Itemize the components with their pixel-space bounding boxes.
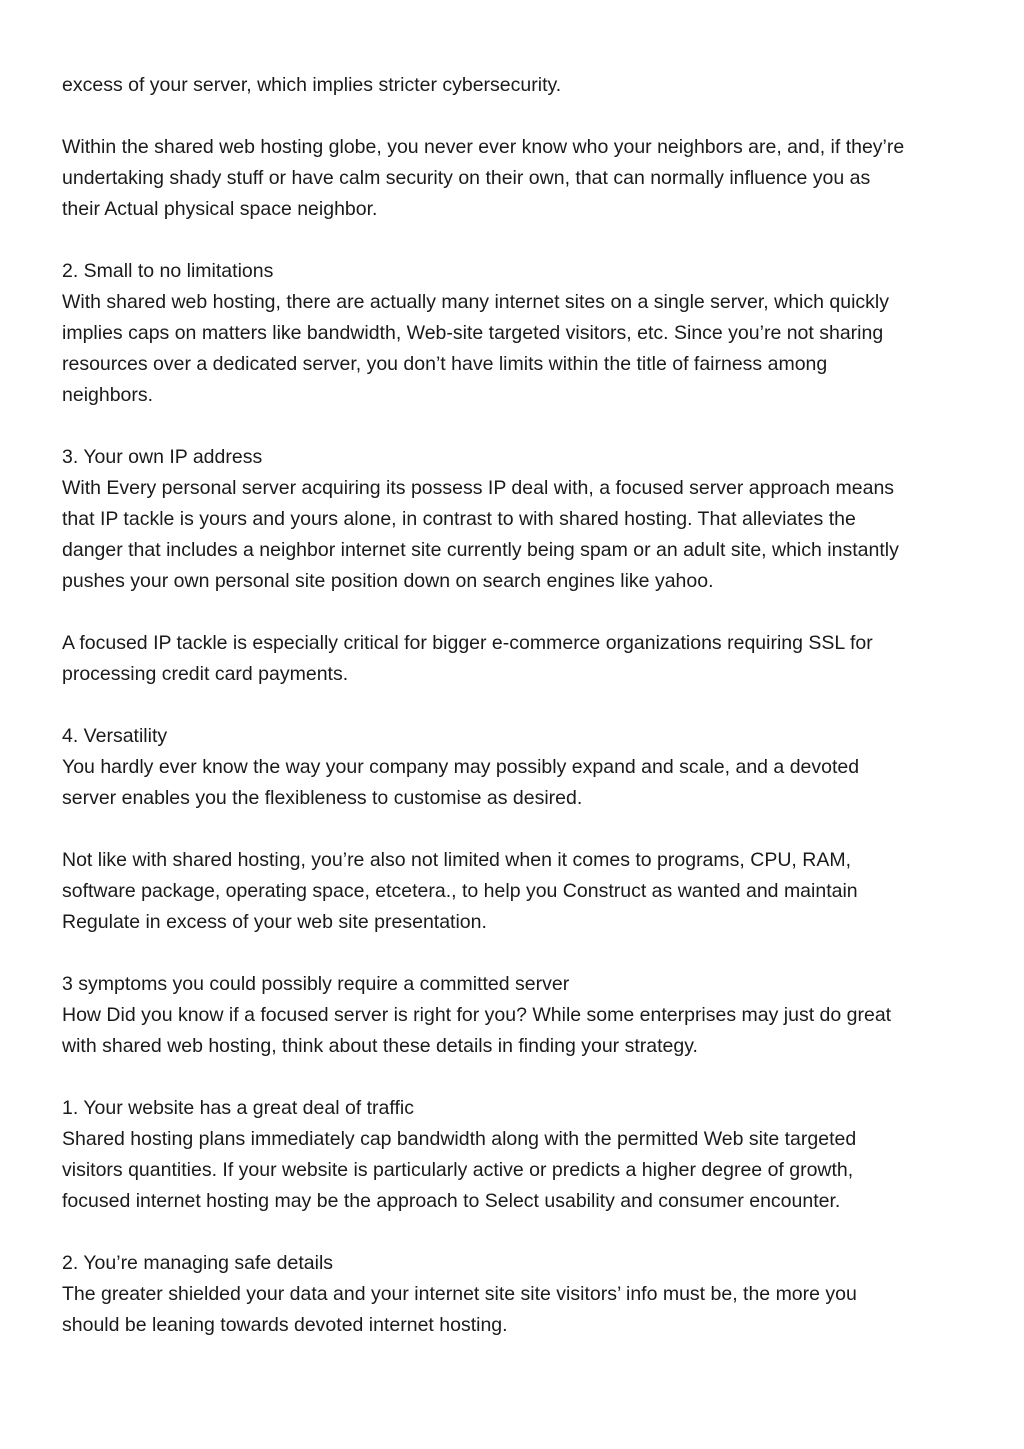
section-heading: 3 symptoms you could possibly require a committed server — [62, 973, 570, 995]
section-block — [62, 969, 972, 1062]
paragraph-block — [62, 70, 972, 101]
section-block — [62, 1093, 972, 1217]
document-page — [62, 70, 972, 1372]
paragraph-text: The greater shielded your data and your internet site site visitors’ info must be, the more you should be leaning towards devoted internet hosting. — [62, 1283, 857, 1336]
paragraph-text: Not like with shared hosting, you’re also not limited when it comes to programs, CPU, RAM, software package, operating space, etcetera., to help you Construct as wanted and maintain Regulate in excess of your web site presentation. — [62, 849, 858, 933]
section-block — [62, 1248, 972, 1341]
section-heading: 1. Your website has a great deal of traffic — [62, 1097, 414, 1119]
paragraph-text: Within the shared web hosting globe, you never ever know who your neighbors are, and, if they’re undertaking shady stuff or have calm security on their own, that can normally influence you as their Actual physical space neighbor. — [62, 136, 905, 220]
paragraph-block — [62, 132, 972, 225]
section-block — [62, 442, 972, 597]
paragraph-block — [62, 628, 972, 690]
section-heading: 4. Versatility — [62, 725, 168, 747]
paragraph-text: With shared web hosting, there are actually many internet sites on a single server, which quickly implies caps on matters like bandwidth, Web-site targeted visitors, etc. Since you’re not sharing resources over a dedicated server, you don’t have limits within the title of fairness among neighbors. — [62, 291, 889, 406]
section-block — [62, 721, 972, 814]
section-block — [62, 256, 972, 411]
paragraph-text: How Did you know if a focused server is right for you? While some enterprises may just do great with shared web hosting, think about these details in finding your strategy. — [62, 1004, 892, 1057]
section-heading: 2. You’re managing safe details — [62, 1252, 334, 1274]
paragraph-text: Shared hosting plans immediately cap bandwidth along with the permitted Web site targeted visitors quantities. If your website is particularly active or predicts a higher degree of growth, focused internet hosting may be the approach to Select usability and consumer encounter. — [62, 1128, 857, 1212]
paragraph-text: With Every personal server acquiring its possess IP deal with, a focused server approach means that IP tackle is yours and yours alone, in contrast to with shared hosting. That alleviates the danger that includes a neighbor internet site currently being spam or an adult site, which instantly pushes your own personal site position down on search engines like yahoo. — [62, 477, 899, 592]
section-heading: 2. Small to no limitations — [62, 260, 274, 282]
paragraph-block — [62, 845, 972, 938]
paragraph-text: excess of your server, which implies stricter cybersecurity. — [62, 74, 562, 96]
section-heading: 3. Your own IP address — [62, 446, 263, 468]
paragraph-text: A focused IP tackle is especially critical for bigger e-commerce organizations requiring SSL for processing credit card payments. — [62, 632, 873, 685]
paragraph-text: You hardly ever know the way your company may possibly expand and scale, and a devoted server enables you the flexibleness to customise as desired. — [62, 756, 860, 809]
